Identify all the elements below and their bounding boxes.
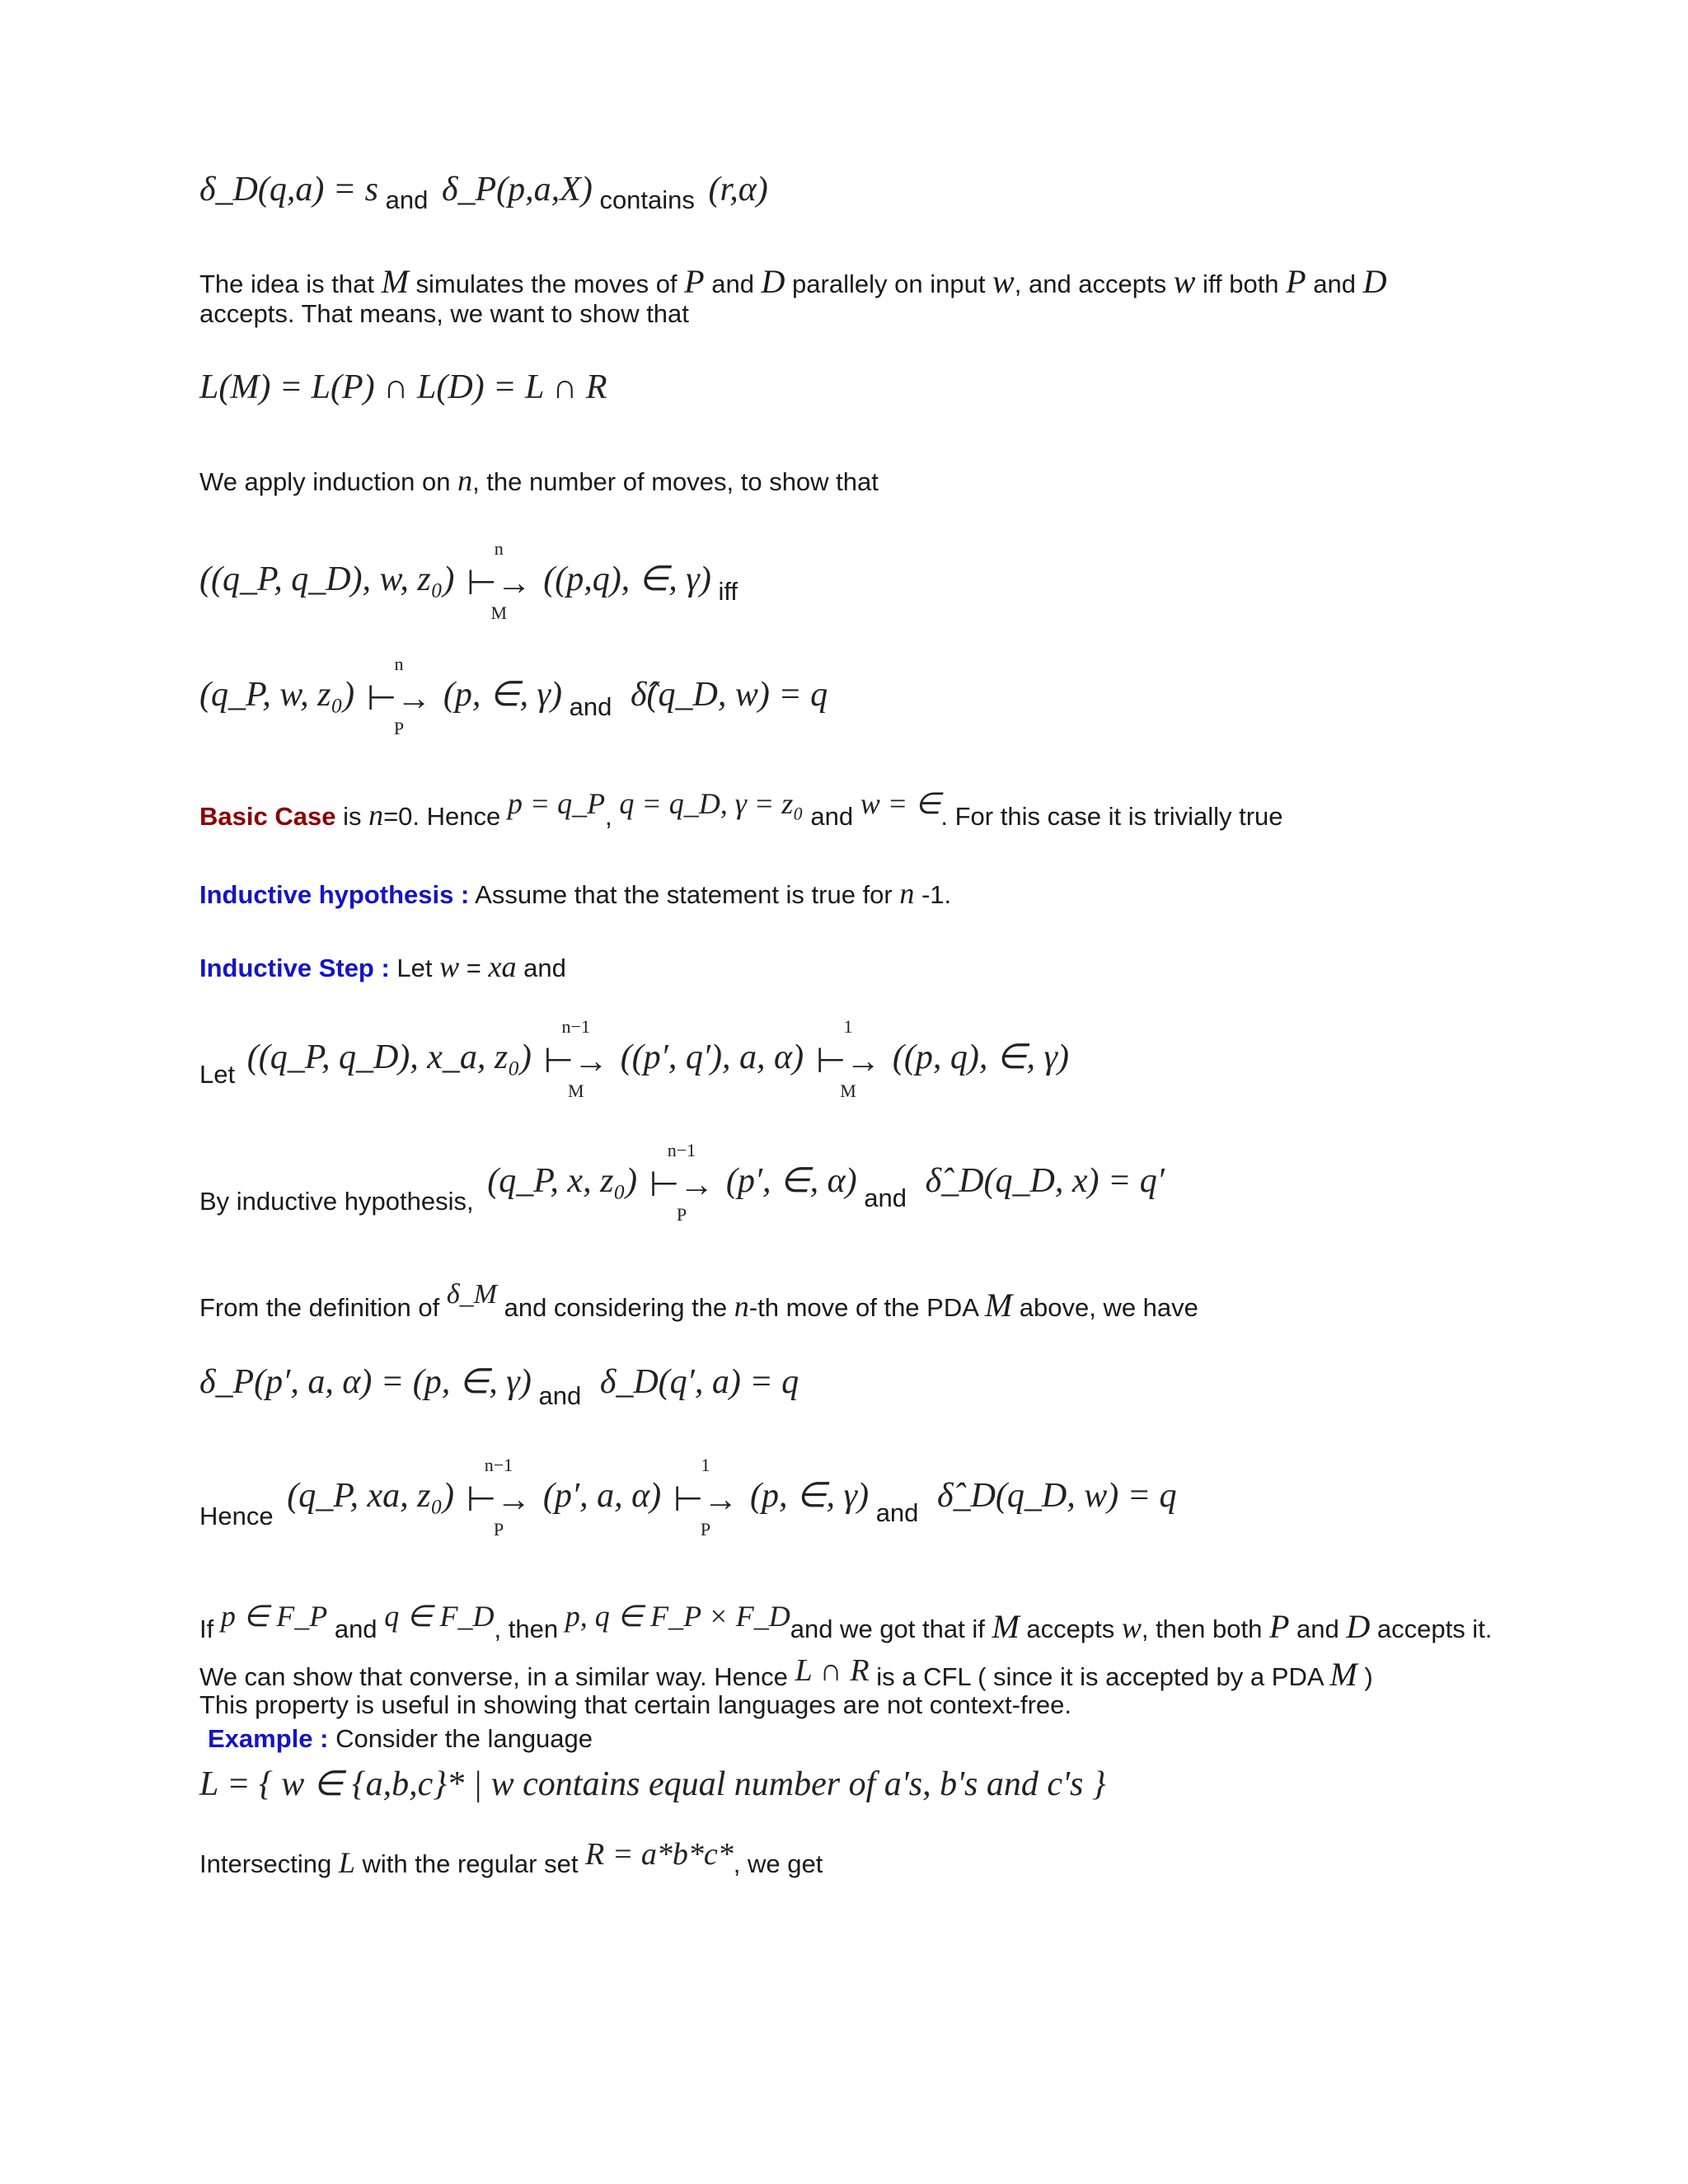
math-var: n — [457, 464, 473, 497]
text: and — [704, 269, 762, 298]
text: and — [810, 802, 854, 831]
text: and — [569, 692, 612, 721]
formula: δ̂(q_D, w) = q — [631, 676, 828, 714]
line-delta-definitions — [199, 169, 768, 214]
text: -1. — [914, 880, 952, 909]
text: and — [1306, 269, 1363, 298]
text: and — [1289, 1615, 1347, 1643]
text: We apply induction on — [199, 467, 458, 496]
turnstile-arrow: ⊢→ n P — [366, 653, 432, 738]
formula: ((q_P, q_D), x_a, z₀) — [246, 1038, 532, 1076]
formula: ((p,q), ∈, γ) — [543, 560, 711, 598]
formula: δ_P(p,a,X) — [442, 171, 593, 209]
text: , and accepts — [1014, 269, 1174, 298]
text: is — [335, 802, 369, 831]
text: and — [516, 954, 566, 982]
formula-language-definition: L = { w ∈ {a,b,c}* | w contains equal number of a's, b's and c's } — [199, 1765, 1106, 1803]
text: and — [875, 1498, 919, 1527]
text: is a CFL ( since it is accepted by a PDA — [869, 1662, 1330, 1691]
example-label: Example : — [208, 1724, 329, 1753]
text: Consider the language — [328, 1724, 593, 1753]
math-var: w — [1121, 1611, 1142, 1644]
math-var: P — [1286, 263, 1306, 300]
formula: (r,α) — [708, 171, 768, 209]
text: iff — [718, 577, 738, 606]
text: with the regular set — [354, 1849, 586, 1878]
formula-let-moves — [199, 1015, 1069, 1101]
math-var: M — [381, 263, 409, 300]
text: contains — [599, 185, 695, 214]
formula-inductive-hypothesis — [199, 1139, 1165, 1225]
text: accepts — [1019, 1615, 1122, 1643]
text: . For this case it is trivially true — [940, 802, 1283, 831]
text: , — [605, 802, 612, 831]
turnstile-arrow: ⊢→ n M — [467, 537, 532, 623]
formula: q ∈ F_D — [384, 1600, 495, 1633]
subscript: M — [490, 602, 508, 623]
formula-m-moves — [199, 537, 738, 623]
superscript: n — [494, 537, 504, 559]
paragraph-property: This property is useful in showing that certain languages are not context-free. — [199, 1690, 1072, 1719]
superscript: n−1 — [561, 1015, 590, 1037]
text: and considering the — [496, 1293, 734, 1322]
text: , the number of moves, to show that — [472, 467, 879, 496]
text: The idea is that — [199, 269, 382, 298]
superscript: n — [394, 653, 404, 674]
text: , then both — [1141, 1615, 1269, 1643]
math-var: P — [1268, 1608, 1290, 1645]
math-var: D — [1362, 263, 1387, 300]
paragraph-intersecting — [199, 1837, 823, 1882]
math-var: w — [439, 950, 460, 983]
text: By inductive hypothesis, — [199, 1187, 474, 1216]
example-line — [208, 1723, 593, 1754]
text: and we got that if — [790, 1615, 992, 1643]
math-var: D — [761, 263, 785, 300]
inductive-hypothesis-label: Inductive hypothesis : — [199, 880, 470, 909]
formula-p-moves — [199, 653, 828, 738]
formula: (p, ∈, γ) — [749, 1477, 870, 1515]
formula: (q_P, w, z₀) — [199, 676, 355, 714]
text: parallely on input — [785, 269, 993, 298]
formula-hence-moves — [199, 1454, 1177, 1540]
text: , then — [494, 1615, 559, 1643]
subscript: M — [567, 1080, 584, 1101]
text: Let — [199, 1060, 236, 1089]
formula: (p′, ∈, α) — [725, 1162, 857, 1200]
paragraph-definition — [199, 1279, 1198, 1325]
formula: (q_P, xa, z₀) — [287, 1477, 455, 1515]
formula: ((p′, q′), a, α) — [620, 1038, 804, 1076]
formula-transitions — [199, 1361, 799, 1410]
paragraph-idea — [199, 262, 1386, 302]
formula: p ∈ F_P — [220, 1600, 328, 1633]
text: Hence — [199, 1502, 274, 1530]
formula: p = q_P — [507, 787, 606, 820]
turnstile-arrow: ⊢→ n−1 M — [543, 1015, 609, 1101]
text: From the definition of — [199, 1293, 447, 1322]
subscript: M — [840, 1080, 856, 1101]
math-var: D — [1346, 1608, 1371, 1645]
text: Intersecting — [199, 1849, 339, 1878]
formula: δ̂_D(q_D, x) = q′ — [925, 1162, 1165, 1200]
superscript: n−1 — [484, 1454, 513, 1475]
turnstile-arrow: ⊢→ 1 P — [673, 1454, 738, 1540]
inductive-step-line — [199, 949, 566, 985]
math-var: n — [734, 1290, 749, 1323]
formula-language-intersection: L(M) = L(P) ∩ L(D) = L ∩ R — [199, 368, 607, 406]
subscript: P — [493, 1518, 504, 1540]
text: -th move of the PDA — [748, 1293, 985, 1322]
inductive-step-label: Inductive Step : — [199, 954, 390, 982]
formula: δ_D(q,a) = s — [199, 171, 379, 209]
basic-case-line — [199, 787, 1283, 833]
formula: δ_M — [446, 1279, 497, 1310]
math-var: n — [368, 799, 384, 832]
math-var: L — [338, 1846, 355, 1879]
math-var: w — [992, 263, 1015, 300]
superscript: 1 — [701, 1454, 710, 1475]
formula: L ∩ R — [795, 1653, 870, 1688]
text: and — [538, 1381, 582, 1410]
formula: δ_P(p′, a, α) = (p, ∈, γ) — [199, 1363, 532, 1401]
math-var: w — [1173, 263, 1196, 300]
math-var: n — [899, 877, 915, 910]
basic-case-label: Basic Case — [199, 802, 336, 831]
math-var: M — [992, 1608, 1020, 1645]
formula: q = q_D, γ = z₀ — [619, 787, 804, 820]
text: We can show that converse, in a similar way. Hence — [199, 1662, 795, 1691]
math-var: M — [984, 1286, 1013, 1324]
subscript: P — [393, 717, 405, 738]
paragraph-idea-cont: accepts. That means, we want to show that — [199, 299, 689, 328]
text: and — [385, 185, 429, 214]
text: ) — [1357, 1662, 1373, 1691]
superscript: 1 — [843, 1015, 853, 1037]
text: , we get — [733, 1849, 823, 1878]
formula: δ̂_D(q_D, w) = q — [937, 1477, 1177, 1515]
formula: (p, ∈, γ) — [443, 676, 563, 714]
math-var: M — [1329, 1656, 1357, 1693]
text: If — [199, 1615, 214, 1643]
formula: ((q_P, q_D), w, z₀) — [199, 560, 455, 598]
paragraph-acceptance — [199, 1600, 1493, 1647]
subscript: P — [676, 1203, 687, 1225]
inductive-hypothesis-line — [199, 876, 951, 912]
formula: ((p, q), ∈, γ) — [892, 1038, 1069, 1076]
turnstile-arrow: ⊢→ n−1 P — [466, 1454, 532, 1540]
formula: R = a*b*c* — [585, 1837, 734, 1872]
paragraph-induction — [199, 463, 879, 499]
text: and — [864, 1183, 907, 1212]
turnstile-arrow: ⊢→ n−1 P — [649, 1139, 715, 1225]
formula: p, q ∈ F_P × F_D — [565, 1600, 790, 1633]
turnstile-arrow: ⊢→ 1 M — [815, 1015, 881, 1101]
formula: (p′, a, α) — [542, 1477, 662, 1515]
formula: (q_P, x, z₀) — [487, 1162, 638, 1200]
text: = — [459, 954, 489, 982]
text: above, we have — [1012, 1293, 1198, 1322]
text: iff both — [1195, 269, 1287, 298]
math-var: xa — [488, 950, 517, 983]
math-var: P — [684, 263, 705, 300]
text: accepts it. — [1370, 1615, 1493, 1643]
text: =0. Hence — [383, 802, 508, 831]
text: Assume that the statement is true for — [469, 880, 900, 909]
text: Let — [389, 954, 440, 982]
formula: δ_D(q′, a) = q — [599, 1363, 799, 1401]
formula: w = ∈ — [860, 787, 941, 820]
superscript: n−1 — [667, 1139, 696, 1160]
text: and — [334, 1615, 377, 1643]
text: simulates the moves of — [408, 269, 685, 298]
subscript: P — [700, 1518, 711, 1540]
